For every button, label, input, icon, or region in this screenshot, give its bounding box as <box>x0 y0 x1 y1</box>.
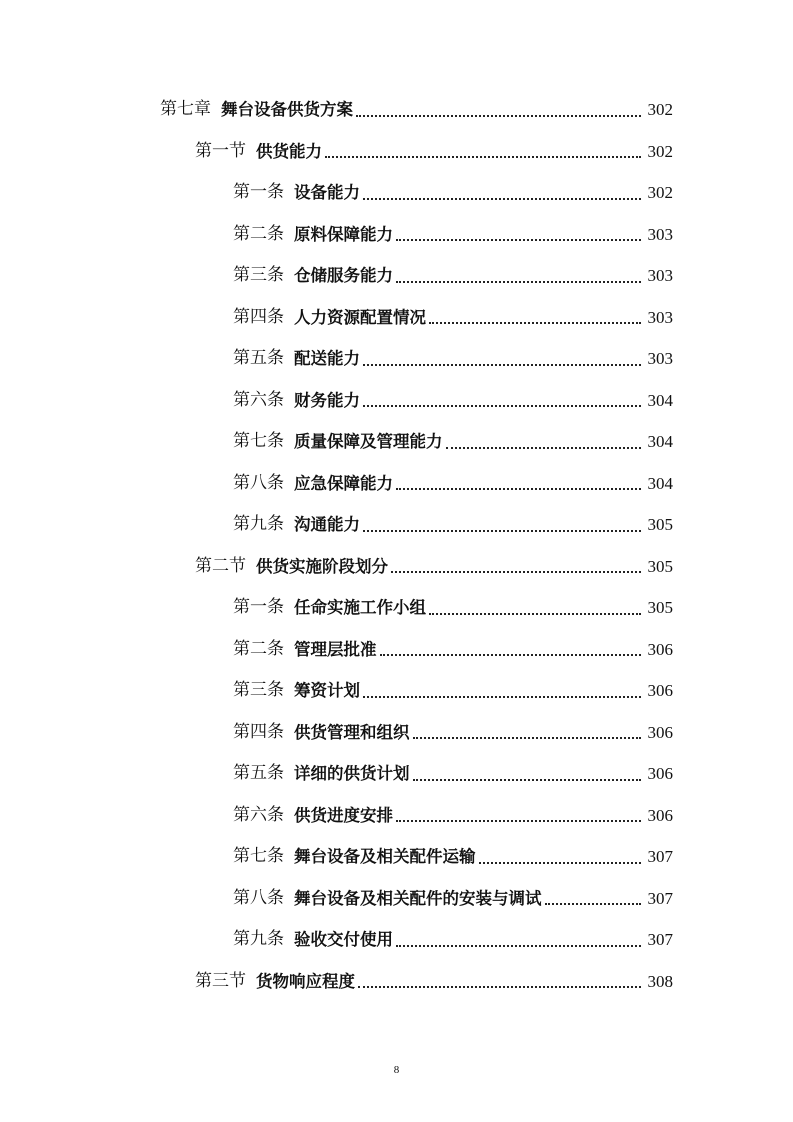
toc-entry-title: 供货能力 <box>256 141 322 161</box>
toc-entry-number: 第五条 <box>233 763 284 783</box>
toc-entry-page: 303 <box>647 307 673 327</box>
toc-dot-leader <box>413 779 642 781</box>
toc-entry[interactable] <box>0 504 793 546</box>
toc-entry[interactable] <box>0 172 793 214</box>
toc-entry-page: 306 <box>647 805 673 825</box>
toc-entry[interactable] <box>0 670 793 712</box>
toc-dot-leader <box>363 405 641 407</box>
toc-entry-title: 供货管理和组织 <box>294 722 410 742</box>
toc-entry-page: 304 <box>647 390 673 410</box>
toc-dot-leader <box>363 198 641 200</box>
toc-entry-number: 第三条 <box>233 265 284 285</box>
toc-entry-number: 第二条 <box>233 638 284 659</box>
toc-entry-number: 第三条 <box>233 680 284 700</box>
toc-dot-leader <box>380 654 642 656</box>
toc-entry-number: 第一节 <box>195 140 246 161</box>
toc-dot-leader <box>545 903 642 905</box>
toc-dot-leader <box>391 571 641 573</box>
toc-entry-page: 302 <box>647 141 673 161</box>
toc-dot-leader <box>396 488 641 490</box>
page-number: 8 <box>393 1064 400 1076</box>
toc-entry-title: 配送能力 <box>294 349 360 368</box>
toc-entry[interactable] <box>0 753 793 795</box>
toc-entry-page: 308 <box>647 971 673 991</box>
toc-dot-leader <box>356 115 641 117</box>
toc-entry-title: 舞台设备及相关配件运输 <box>294 847 476 866</box>
toc-entry-title: 货物响应程度 <box>256 971 355 991</box>
toc-dot-leader <box>363 530 641 532</box>
toc-entry-title: 详细的供货计划 <box>294 764 410 783</box>
toc-entry-title: 应急保障能力 <box>294 473 393 493</box>
toc-entry[interactable] <box>0 919 793 961</box>
toc-entry-title: 质量保障及管理能力 <box>294 432 443 451</box>
toc-entry-number: 第七条 <box>233 846 284 866</box>
toc-entry-page: 307 <box>647 888 673 908</box>
toc-entry-number: 第四条 <box>233 721 284 742</box>
toc-entry-page: 303 <box>647 224 673 244</box>
toc-entry-page: 307 <box>647 847 673 866</box>
toc-entry[interactable] <box>0 546 793 588</box>
toc-dot-leader <box>429 613 641 615</box>
toc-entry-title: 任命实施工作小组 <box>294 598 426 617</box>
toc-entry-title: 财务能力 <box>294 390 360 410</box>
toc-entry-page: 303 <box>647 349 673 368</box>
toc-entry[interactable] <box>0 338 793 380</box>
toc-entry-title: 原料保障能力 <box>294 224 393 244</box>
toc-entry-page: 306 <box>647 681 673 700</box>
toc-entry-page: 302 <box>647 183 673 202</box>
toc-entry[interactable] <box>0 214 793 256</box>
toc-entry-title: 舞台设备供货方案 <box>221 100 353 119</box>
toc-entry-number: 第三节 <box>195 970 246 991</box>
toc-entry-title: 舞台设备及相关配件的安装与调试 <box>294 888 542 908</box>
toc-entry[interactable] <box>0 421 793 463</box>
toc-entry-title: 验收交付使用 <box>294 930 393 949</box>
toc-dot-leader <box>363 364 641 366</box>
toc-entry-page: 304 <box>647 473 673 493</box>
toc-entry-number: 第二节 <box>195 555 246 576</box>
toc-entry[interactable] <box>0 629 793 671</box>
toc-entry-title: 供货进度安排 <box>294 805 393 825</box>
toc-entry[interactable] <box>0 89 793 131</box>
toc-entry[interactable] <box>0 878 793 920</box>
toc-entry[interactable] <box>0 463 793 505</box>
toc-entry-page: 305 <box>647 515 673 534</box>
toc-entry-page: 302 <box>647 100 673 119</box>
toc-entry-page: 306 <box>647 639 673 659</box>
toc-entry[interactable] <box>0 255 793 297</box>
toc-dot-leader <box>429 322 641 324</box>
toc-dot-leader <box>396 239 641 241</box>
toc-entry-page: 305 <box>647 598 673 617</box>
toc-entry-title: 供货实施阶段划分 <box>256 556 388 576</box>
toc-entry-number: 第七章 <box>160 99 211 119</box>
toc-dot-leader <box>396 820 641 822</box>
toc-entry-page: 306 <box>647 764 673 783</box>
toc-entry-number: 第一条 <box>233 182 284 202</box>
toc-entry-number: 第八条 <box>233 887 284 908</box>
toc-entry-title: 沟通能力 <box>294 515 360 534</box>
toc-entry-page: 307 <box>647 930 673 949</box>
toc-entry-number: 第四条 <box>233 306 284 327</box>
toc-entry[interactable] <box>0 795 793 837</box>
toc-dot-leader <box>325 156 641 158</box>
toc-entry[interactable] <box>0 712 793 754</box>
toc-entry-page: 303 <box>647 266 673 285</box>
toc-entry-number: 第一条 <box>233 597 284 617</box>
toc-dot-leader <box>396 281 641 283</box>
toc-entry-number: 第六条 <box>233 804 284 825</box>
toc-dot-leader <box>396 945 641 947</box>
toc-dot-leader <box>363 696 641 698</box>
toc-entry-number: 第七条 <box>233 431 284 451</box>
toc-entry[interactable] <box>0 131 793 173</box>
toc-entry-title: 人力资源配置情况 <box>294 307 426 327</box>
toc-entry-number: 第九条 <box>233 514 284 534</box>
toc-entry-number: 第九条 <box>233 929 284 949</box>
toc-entry-number: 第五条 <box>233 348 284 368</box>
toc-dot-leader <box>446 447 642 449</box>
toc-dot-leader <box>358 986 641 988</box>
toc-entry[interactable] <box>0 587 793 629</box>
toc-entry-title: 仓储服务能力 <box>294 266 393 285</box>
toc-entry-page: 306 <box>647 722 673 742</box>
toc-dot-leader <box>413 737 642 739</box>
toc-entry-number: 第八条 <box>233 472 284 493</box>
toc-entry[interactable] <box>0 380 793 422</box>
toc-entry[interactable] <box>0 961 793 1003</box>
table-of-contents <box>0 89 793 1002</box>
toc-entry-title: 设备能力 <box>294 183 360 202</box>
toc-entry-number: 第二条 <box>233 223 284 244</box>
toc-entry[interactable] <box>0 297 793 339</box>
toc-entry-page: 305 <box>647 556 673 576</box>
toc-dot-leader <box>479 862 642 864</box>
toc-entry-page: 304 <box>647 432 673 451</box>
toc-entry-number: 第六条 <box>233 389 284 410</box>
toc-entry-title: 筹资计划 <box>294 681 360 700</box>
toc-entry[interactable] <box>0 836 793 878</box>
toc-entry-title: 管理层批准 <box>294 639 377 659</box>
